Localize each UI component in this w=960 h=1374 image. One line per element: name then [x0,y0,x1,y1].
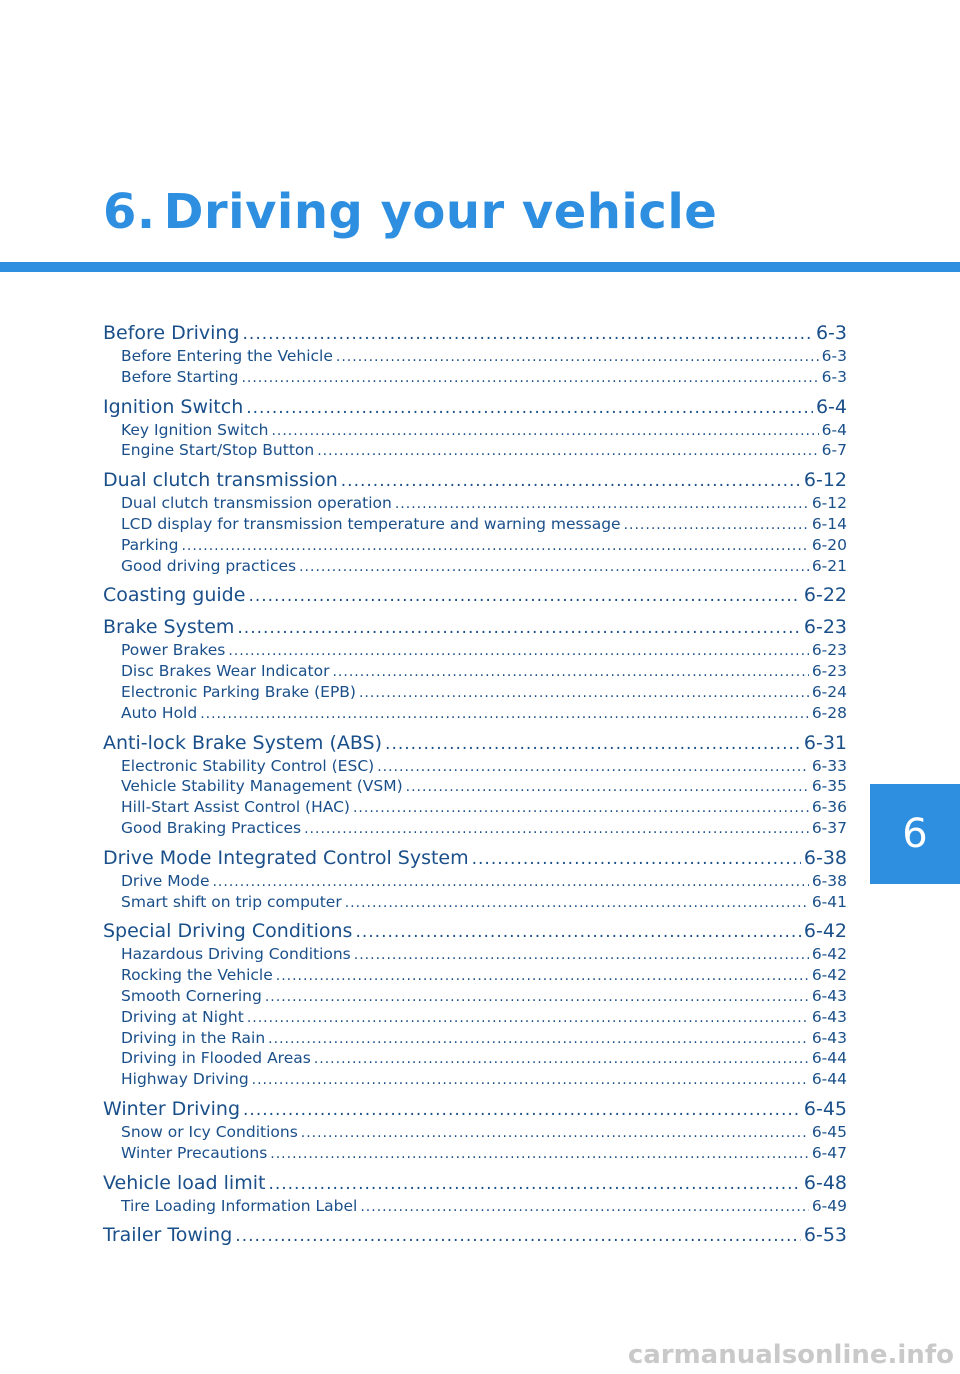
toc-subentry-title: Tire Loading Information Label [121,1196,358,1215]
toc-subentry-page: 6-44 [811,1049,847,1068]
toc-subentry[interactable] [103,818,847,839]
dot-leader [237,616,800,641]
dot-leader [252,1070,809,1091]
toc-subentry-title: Hazardous Driving Conditions [121,945,351,964]
dot-leader [276,966,809,987]
toc-subentry-title: Disc Brakes Wear Indicator [121,662,330,681]
dot-leader [385,732,801,757]
toc-subentry-page: 6-20 [811,535,847,554]
dot-leader [200,704,809,725]
dot-leader [271,421,818,442]
toc-entry-page: 6-38 [803,846,847,869]
toc-subentry[interactable] [103,661,847,682]
toc-subentry[interactable] [103,346,847,367]
toc-subentry-title: Driving in the Rain [121,1028,266,1047]
toc-subentry[interactable] [103,1028,847,1049]
toc-subentry-title: Highway Driving [121,1070,249,1089]
dot-leader [395,494,809,515]
toc-entry-page: 6-45 [803,1097,847,1120]
dot-leader [265,987,809,1008]
toc-subentry-title: Good Braking Practices [121,818,302,837]
toc-subentry-page: 6-41 [811,892,847,911]
dot-leader [228,641,808,662]
toc-section [103,1223,847,1248]
dot-leader [377,757,809,778]
toc-subentry-page: 6-7 [821,441,847,460]
toc-subentry[interactable] [103,797,847,818]
toc-subentry-title: Hill-Start Assist Control (HAC) [121,798,350,817]
toc-subentry[interactable] [103,514,847,535]
toc-section [103,846,847,913]
toc-subentry-title: Rocking the Vehicle [121,966,273,985]
dot-leader [359,683,809,704]
toc-section [103,615,847,723]
toc-entry-page: 6-48 [803,1171,847,1194]
toc-subentry-page: 6-36 [811,798,847,817]
toc-subentry-page: 6-43 [811,986,847,1005]
toc-subentry-page: 6-28 [811,703,847,722]
toc-subentry[interactable] [103,892,847,913]
toc-entry-title: Before Driving [103,322,240,344]
toc-subentry-title: Before Entering the Vehicle [121,347,333,365]
toc-section [103,731,847,839]
table-of-contents [103,321,847,1255]
chapter-number: 6. [103,184,156,240]
toc-entry-title: Special Driving Conditions [103,920,353,943]
toc-subentry[interactable] [103,986,847,1007]
toc-subentry-title: Auto Hold [121,703,198,722]
toc-subentry-page: 6-44 [811,1070,847,1089]
toc-section [103,583,847,608]
toc-subentry-page: 6-42 [811,945,847,964]
toc-entry-title: Winter Driving [103,1097,241,1120]
toc-subentry[interactable] [103,640,847,661]
toc-entry[interactable] [103,583,847,608]
toc-section [103,468,847,576]
toc-entry[interactable] [103,468,847,493]
toc-subentry[interactable] [103,1069,847,1090]
toc-subentry[interactable] [103,535,847,556]
toc-entry[interactable] [103,1223,847,1248]
toc-subentry[interactable] [103,440,847,461]
toc-subentry[interactable] [103,1048,847,1069]
toc-subentry-title: Snow or Icy Conditions [121,1122,298,1141]
toc-entry-page: 6-12 [803,469,847,492]
toc-entry-title: Coasting guide [103,584,246,607]
toc-entry[interactable] [103,1171,847,1196]
toc-subentry-page: 6-33 [811,756,847,775]
chapter-tab[interactable] [870,784,960,884]
toc-section [103,1097,847,1164]
toc-subentry-page: 6-45 [811,1122,847,1141]
title-rule [0,262,960,272]
toc-subentry-page: 6-24 [811,682,847,701]
toc-section [103,1171,847,1217]
toc-subentry[interactable] [103,420,847,441]
toc-entry[interactable] [103,615,847,640]
dot-leader [304,819,809,840]
dot-leader [472,847,801,872]
dot-leader [248,584,800,609]
toc-entry-page: 6-3 [815,322,847,344]
toc-entry[interactable] [103,1097,847,1122]
dot-leader [181,536,808,557]
toc-entry-page: 6-23 [803,616,847,639]
dot-leader [317,441,818,462]
toc-subentry[interactable] [103,756,847,777]
toc-subentry-page: 6-38 [811,871,847,890]
toc-entry-title: Anti-lock Brake System (ABS) [103,731,383,754]
toc-subentry-title: Smooth Cornering [121,986,262,1005]
dot-leader [268,1172,800,1197]
dot-leader [301,1123,809,1144]
toc-subentry[interactable] [103,1122,847,1143]
watermark: carmanualsonline.info [627,1340,954,1370]
toc-subentry[interactable] [103,871,847,892]
toc-entry-page: 6-53 [803,1224,847,1247]
toc-entry-title: Trailer Towing [103,1224,233,1247]
toc-entry-page: 6-22 [803,584,847,607]
toc-subentry[interactable] [103,965,847,986]
toc-section [103,395,847,462]
toc-subentry-page: 6-3 [821,367,847,386]
dot-leader [299,557,809,578]
dot-leader [314,1049,809,1070]
toc-subentry-title: Drive Mode [121,871,210,890]
toc-subentry[interactable] [103,556,847,577]
dot-leader [355,920,800,945]
dot-leader [332,662,808,683]
toc-subentry-title: LCD display for transmission temperature and warning message [121,514,621,533]
toc-subentry-page: 6-37 [811,818,847,837]
toc-subentry[interactable] [103,493,847,514]
toc-subentry-title: Electronic Parking Brake (EPB) [121,682,356,701]
toc-subentry-title: Dual clutch transmission operation [121,494,392,513]
toc-subentry[interactable] [103,1196,847,1217]
toc-entry-page: 6-31 [803,731,847,754]
dot-leader [268,1029,809,1050]
toc-entry[interactable] [103,846,847,871]
dot-leader [243,322,813,347]
toc-entry-title: Vehicle load limit [103,1171,266,1194]
toc-subentry[interactable] [103,367,847,388]
toc-subentry[interactable] [103,703,847,724]
toc-subentry-page: 6-14 [811,514,847,533]
toc-subentry-page: 6-43 [811,1028,847,1047]
toc-subentry[interactable] [103,1007,847,1028]
toc-subentry-title: Key Ignition Switch [121,420,269,439]
dot-leader [406,777,809,798]
toc-subentry-title: Parking [121,535,179,554]
dot-leader [212,872,808,893]
chapter-tab-label: 6 [902,811,928,857]
toc-subentry-page: 6-4 [821,420,847,439]
toc-subentry-title: Driving at Night [121,1007,244,1026]
toc-subentry-title: Driving in Flooded Areas [121,1049,311,1068]
chapter-title [103,184,718,240]
dot-leader [241,368,818,389]
toc-subentry-title: Engine Start/Stop Button [121,441,315,460]
dot-leader [270,1144,809,1165]
toc-subentry[interactable] [103,944,847,965]
toc-subentry-title: Before Starting [121,367,239,386]
toc-subentry-title: Winter Precautions [121,1143,268,1162]
dot-leader [345,893,809,914]
dot-leader [360,1197,808,1218]
toc-subentry-page: 6-47 [811,1143,847,1162]
toc-subentry-page: 6-43 [811,1007,847,1026]
toc-subentry-page: 6-3 [821,347,847,365]
toc-subentry-title: Smart shift on trip computer [121,892,342,911]
toc-subentry-page: 6-12 [811,494,847,513]
dot-leader [624,515,809,536]
dot-leader [247,1008,809,1029]
toc-entry-page: 6-4 [815,395,847,418]
toc-entry-page: 6-42 [803,920,847,943]
toc-subentry-page: 6-23 [811,641,847,660]
toc-entry-title: Drive Mode Integrated Control System [103,846,469,869]
dot-leader [354,945,809,966]
dot-leader [243,1098,801,1123]
dot-leader [246,396,813,421]
toc-subentry-title: Vehicle Stability Management (VSM) [121,777,403,796]
chapter-title-text: Driving your vehicle [163,184,718,240]
dot-leader [336,347,819,368]
toc-subentry-page: 6-35 [811,777,847,796]
dot-leader [353,798,809,819]
toc-entry-title: Brake System [103,616,235,639]
toc-entry-title: Dual clutch transmission [103,469,338,492]
toc-entry[interactable] [103,919,847,944]
toc-subentry[interactable] [103,776,847,797]
toc-entry[interactable] [103,395,847,420]
toc-subentry[interactable] [103,1143,847,1164]
toc-subentry-title: Good driving practices [121,556,297,575]
toc-entry[interactable] [103,321,847,346]
toc-subentry-page: 6-49 [811,1196,847,1215]
toc-subentry-page: 6-21 [811,556,847,575]
toc-subentry-page: 6-23 [811,662,847,681]
dot-leader [341,469,801,494]
toc-section [103,919,847,1090]
toc-subentry[interactable] [103,682,847,703]
toc-section [103,321,847,388]
toc-subentry-title: Power Brakes [121,641,226,660]
toc-entry-title: Ignition Switch [103,395,244,418]
dot-leader [235,1224,801,1249]
toc-subentry-page: 6-42 [811,966,847,985]
toc-subentry-title: Electronic Stability Control (ESC) [121,756,375,775]
toc-entry[interactable] [103,731,847,756]
